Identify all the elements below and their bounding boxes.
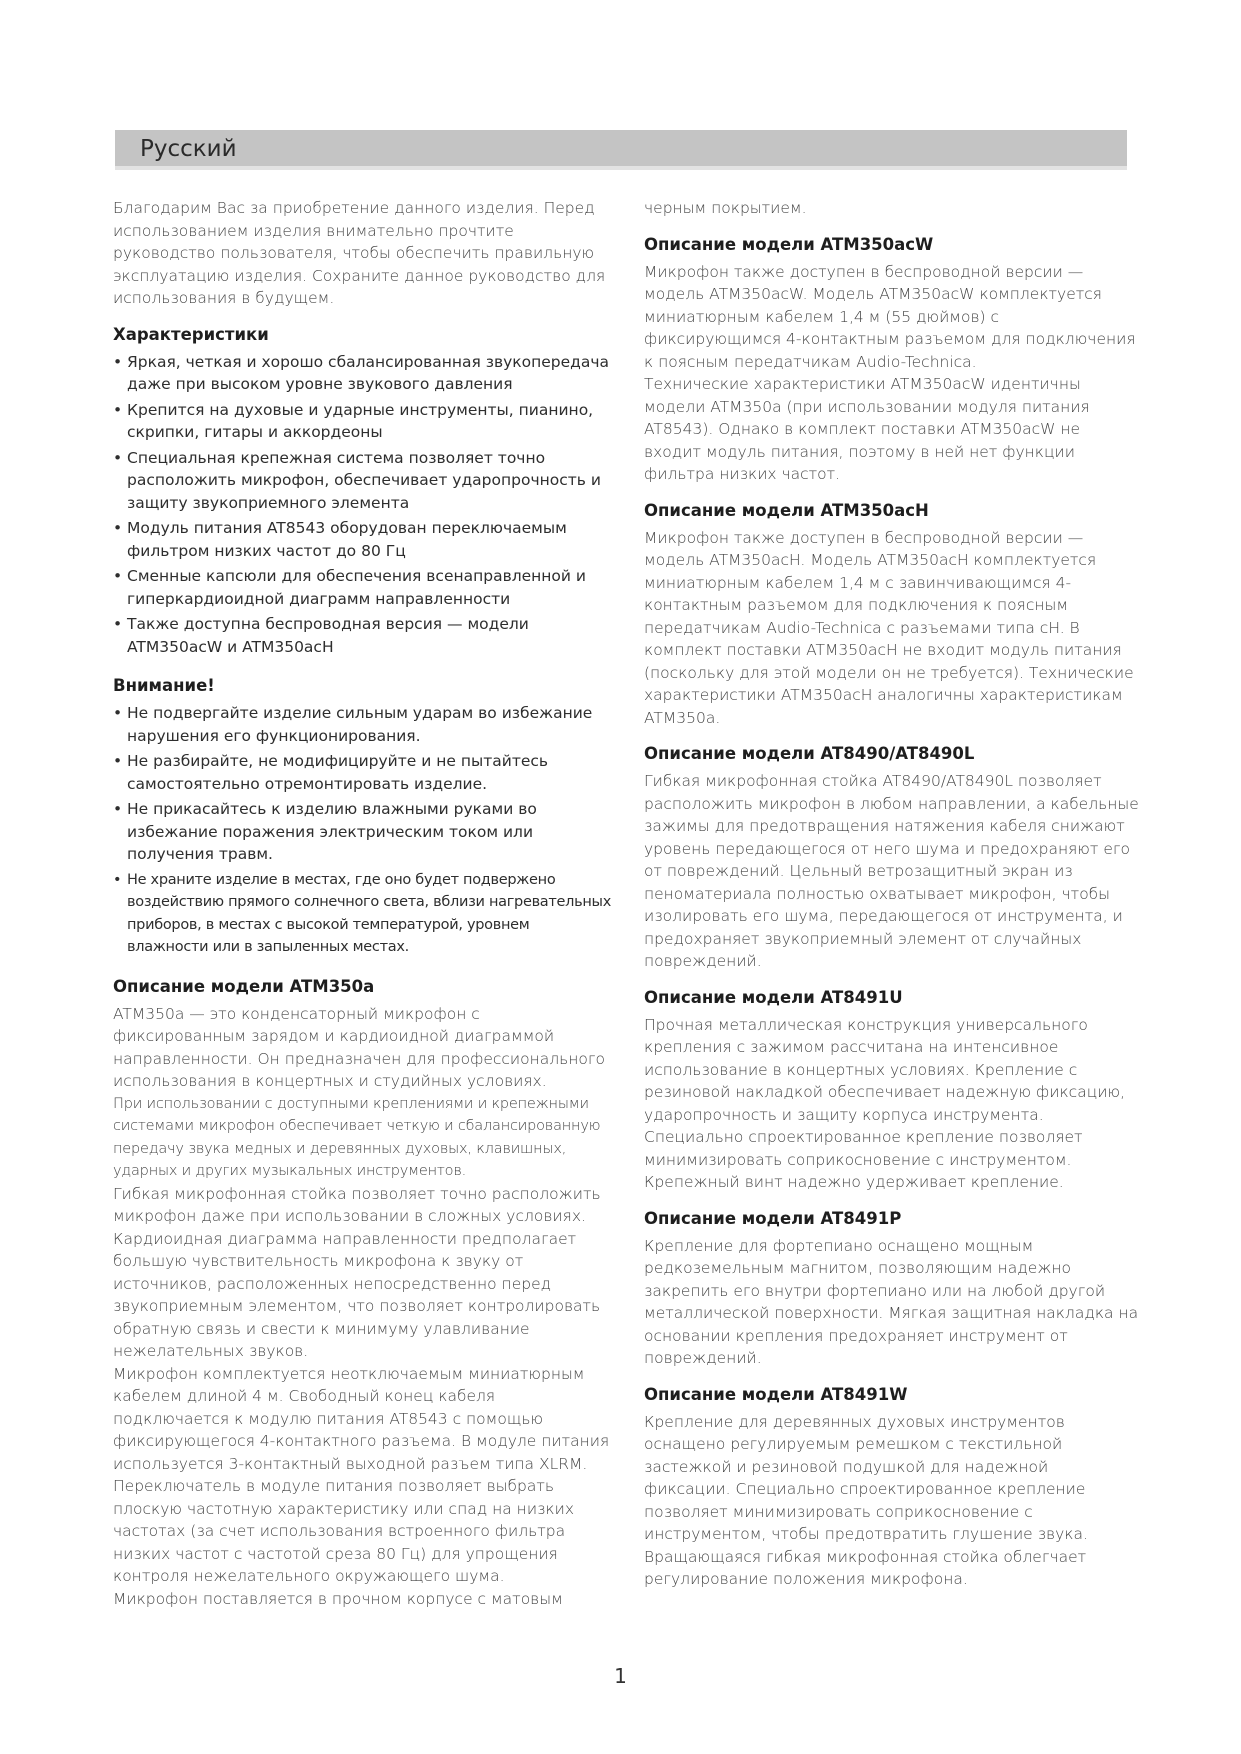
at8490-heading: Описание модели AT8490/AT8490L <box>644 744 975 763</box>
atm350acw-paragraph: Микрофон также доступен в беспроводной версии — модель ATM350acW. Модель ATM350acW комплектуется миниатюрным кабелем 1,4 м (55 дюймов) с фиксирующимся 4-контактным разъемом для подключения к поясным передатчикам Audio-Technica. <box>644 262 1136 371</box>
features-list <box>113 351 613 659</box>
language-header-bar <box>115 130 1127 170</box>
page-number: 1 <box>614 1664 627 1688</box>
atm350a-paragraph: Микрофон поставляется в прочном корпусе с матовым <box>113 1589 563 1608</box>
atm350a-paragraph: Микрофон комплектуется неотключаемым миниатюрным кабелем длиной 4 м. Свободный конец кабеля подключается к модулю питания AT8543 с помощью фиксирующегося 4-контактного разъема. В модуле питания используется 3-контактный выходной разъем типа XLRM. <box>113 1364 610 1473</box>
at8491w-paragraph: Крепление для деревянных духовых инструментов оснащено регулируемым ремешком с текстильной застежкой и резиновой подушкой для надежной фиксации. Специально спроектированное крепление позволяет минимизировать соприкосновение с инструментом, чтобы предотвратить глушение звука. Вращающаяся гибкая микрофонная стойка облегчает регулирование положения микрофона. <box>644 1412 1088 1588</box>
list-item: • Сменные капсюли для обеспечения всенаправленной и гиперкардиоидной диаграмм направленности <box>113 565 613 610</box>
list-item: • Также доступна беспроводная версия — модели ATM350acW и ATM350acH <box>113 613 613 658</box>
atm350a-paragraph: Переключатель в модуле питания позволяет выбрать плоскую частотную характеристику или спад на низких частотах (за счет использования встроенного фильтра низких частот с частотой среза 80 Гц) для упрощения контроля нежелательного окружающего шума. <box>113 1477 574 1585</box>
list-item: • Не разбирайте, не модифицируйте и не пытайтесь самостоятельно отремонтировать изделие. <box>113 750 613 795</box>
atm350a-paragraph: Гибкая микрофонная стойка позволяет точно расположить микрофон даже при использовании в сложных условиях. <box>113 1184 601 1225</box>
list-item: • Не прикасайтесь к изделию влажными руками во избежание поражения электрическим током или получения травм. <box>113 798 613 866</box>
list-item: • Специальная крепежная система позволяет точно расположить микрофон, обеспечивает ударопрочность и защиту звукоприемного элемента <box>113 447 613 515</box>
language-title: Русский <box>140 136 237 162</box>
at8491w-heading: Описание модели AT8491W <box>644 1384 908 1404</box>
features-heading: Характеристики <box>113 324 269 344</box>
caution-list <box>113 702 613 959</box>
atm350a-paragraph: При использовании с доступными креплениями и крепежными системами микрофон обеспечивает четкую и сбалансированную передачу звука медных и деревянных духовых, клавишных, ударных и других музыкальных инструментов. <box>113 1095 601 1179</box>
atm350acw-paragraph: Технические характеристики ATM350acW идентичны модели ATM350a (при использовании модуля питания AT8543). Однако в комплект поставки ATM350acW не входит модуль питания, поэтому в ней нет функции фильтра низких частот. <box>644 375 1090 483</box>
atm350a-heading: Описание модели ATM350a <box>113 976 375 996</box>
at8491p-paragraph: Крепление для фортепиано оснащено мощным редкоземельным магнитом, позволяющим надежно закрепить его внутри фортепиано или на любой другой металлической поверхности. Мягкая защитная накладка на основании крепления предохраняет инструмент от повреждений. <box>644 1236 1139 1367</box>
at8491p-heading: Описание модели AT8491P <box>644 1208 902 1228</box>
at8491u-heading: Описание модели AT8491U <box>644 987 903 1007</box>
right-column <box>644 197 1139 1591</box>
caution-heading: Внимание! <box>113 676 215 695</box>
atm350a-paragraph-continued: черным покрытием. <box>644 199 807 217</box>
list-item: • Крепится на духовые и ударные инструменты, пианино, скрипки, гитары и аккордеоны <box>113 399 613 444</box>
list-item: • Не подвергайте изделие сильным ударам во избежание нарушения его функционирования. <box>113 702 613 747</box>
at8491u-paragraph: Прочная металлическая конструкция универсального крепления с зажимом рассчитана на интенсивное использование в концертных условиях. Крепление с резиновой накладкой обеспечивает надежную фиксацию, ударопрочность и защиту корпуса инструмента. Специально спроектированное крепление позволяет минимизировать соприкосновение с инструментом. Крепежный винт надежно удерживает крепление. <box>644 1015 1125 1191</box>
list-item: • Модуль питания AT8543 оборудован переключаемым фильтром низких частот до 80 Гц <box>113 517 613 562</box>
at8490-paragraph: Гибкая микрофонная стойка AT8490/AT8490L позволяет расположить микрофон в любом направлении, а кабельные зажимы для предотвращения натяжения кабеля снижают уровень передающегося от него шума и предохраняют его от повреждений. Цельный ветрозащитный экран из пеноматериала полностью охватывает микрофон, чтобы изолировать его шума, передающегося от инструмента, и предохраняет звукоприемный элемент от случайных повреждений. <box>644 772 1139 970</box>
atm350acw-heading: Описание модели ATM350acW <box>644 234 934 254</box>
list-item: • Яркая, четкая и хорошо сбалансированная звукопередача даже при высоком уровне звукового давления <box>113 351 613 396</box>
atm350ach-paragraph: Микрофон также доступен в беспроводной версии — модель ATM350acH. Модель ATM350acH комплектуется миниатюрным кабелем 1,4 м с завинчивающимся 4-контактным разъемом для подключения к поясным передатчикам Audio-Technica с разъемами типа cH. В комплект поставки ATM350acH не входит модуль питания (поскольку для этой модели он не требуется). Технические характеристики ATM350acH аналогичны характеристикам ATM350a. <box>644 528 1134 727</box>
intro-paragraph: Благодарим Вас за приобретение данного изделия. Перед использованием изделия внимательно прочтите руководство пользователя, чтобы обеспечить правильную эксплуатацию изделия. Сохраните данное руководство для использования в будущем. <box>113 199 606 307</box>
atm350a-paragraph: ATM350a — это конденсаторный микрофон с фиксированным зарядом и кардиоидной диаграммой направленности. Он предназначен для профессионального использования в концертных и студийных условиях. <box>113 1004 606 1090</box>
atm350ach-heading: Описание модели ATM350acH <box>644 500 929 520</box>
atm350a-paragraph: Кардиоидная диаграмма направленности предполагает большую чувствительность микрофона к звуку от источников, расположенных непосредственно перед звукоприемным элементом, что позволяет контролировать обратную связь и свести к минимуму улавливание нежелательных звуков. <box>113 1229 601 1360</box>
left-column <box>113 197 613 1610</box>
list-item: • Не храните изделие в местах, где оно будет подвержено воздействию прямого солнечного света, вблизи нагревательных приборов, в местах с высокой температурой, уровнем влажности или в запыленных местах. <box>113 869 613 959</box>
